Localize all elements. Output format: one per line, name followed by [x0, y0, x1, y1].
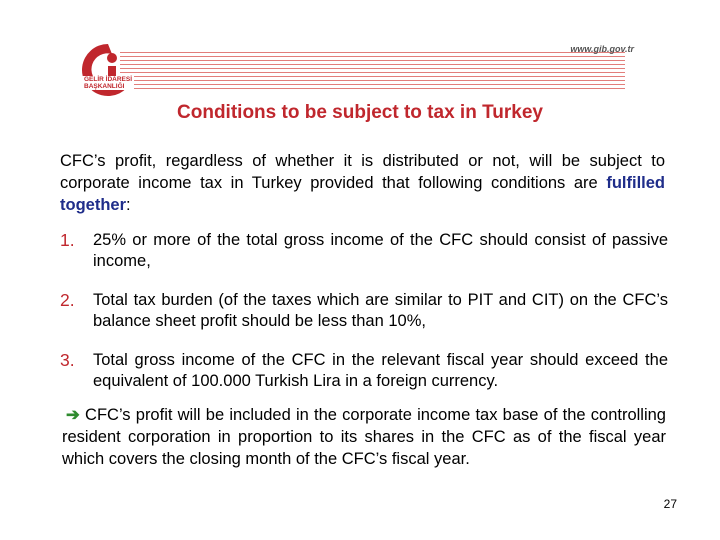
logo-text-line1: GELİR İDARESİ — [84, 76, 133, 83]
slide-header — [0, 0, 720, 100]
logo-text — [82, 76, 134, 90]
intro-paragraph — [60, 150, 665, 216]
intro-highlight: fulfilled together — [60, 174, 665, 214]
slide-title: Conditions to be subject to tax in Turkey — [177, 102, 543, 123]
conclusion-text: CFC’s profit will be included in the corporate income tax base of the controlling resident corporation in proportion to its shares in the CFC as of the fiscal year which covers the closing month of the CFC’s fiscal year. — [62, 406, 666, 468]
conclusion-paragraph — [62, 404, 666, 470]
intro-text-end: : — [126, 196, 131, 214]
list-number: 3. — [60, 350, 75, 370]
list-item-text: 25% or more of the total gross income of the CFC should consist of passive income, — [93, 231, 668, 270]
list-number: 2. — [60, 290, 75, 310]
list-item — [60, 290, 668, 332]
list-number: 1. — [60, 230, 75, 250]
conditions-list — [60, 230, 668, 410]
header-stripes — [120, 52, 625, 92]
logo-text-line2: BAŞKANLIĞI — [84, 83, 125, 90]
list-item — [60, 230, 668, 272]
page-number: 27 — [663, 497, 677, 511]
list-item — [60, 350, 668, 392]
list-item-text: Total gross income of the CFC in the relevant fiscal year should exceed the equivalent of 100.000 Turkish Lira in a foreign currency. — [93, 351, 668, 390]
right-arrow-icon: ➔ — [66, 406, 80, 424]
website-url: www.gib.gov.tr — [570, 44, 634, 54]
intro-text: CFC’s profit, regardless of whether it is distributed or not, will be subject to corporate income tax in Turkey provided that following conditions are — [60, 152, 665, 192]
list-item-text: Total tax burden (of the taxes which are similar to PIT and CIT) on the CFC’s balance sheet profit should be less than 10%, — [93, 291, 668, 330]
